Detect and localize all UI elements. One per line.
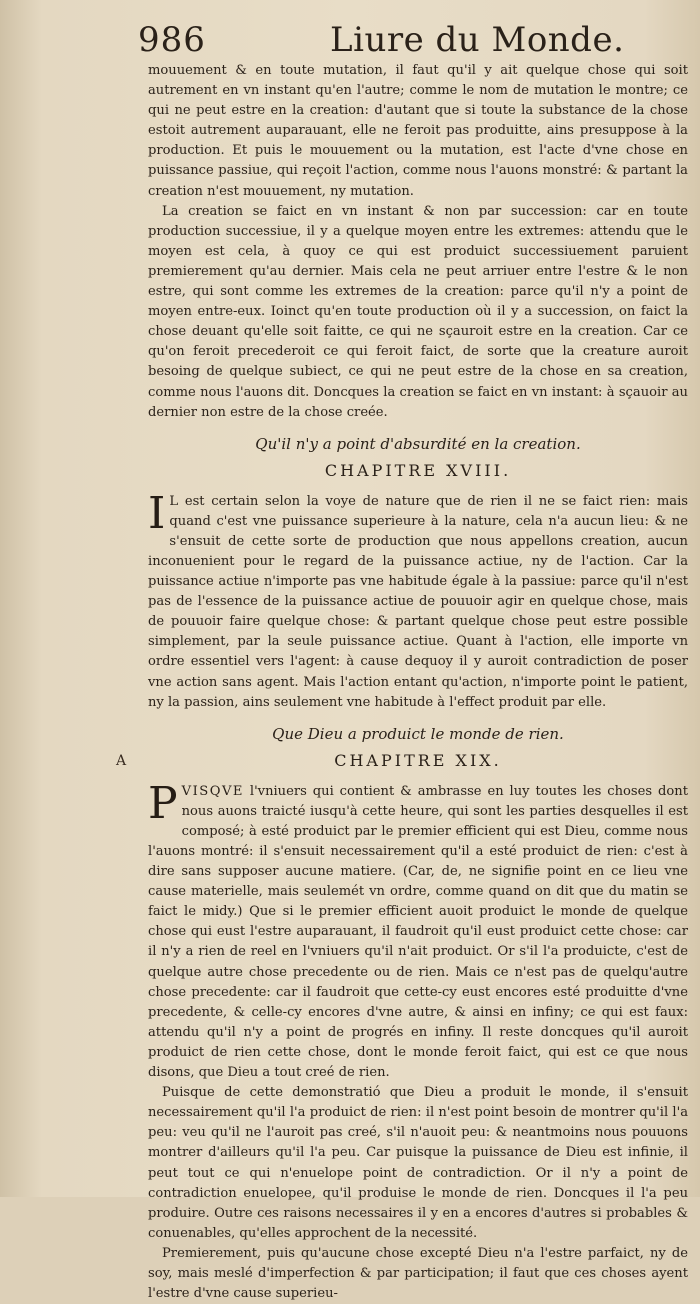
paragraph: mouuement & en toute mutation, il faut qu'il y ait quelque chose qui soit autrement en vn instant qu'en l'autre; comme le nom de mutation le montre; ce qui ne peut estre en la creation: d'autant que si toute la substance de la chose estoit autrement auparauant, elle ne feroit pas produitte, ains presuppose à la production. Et puis le mouuement ou la mutation, est l'acte d'vne chose en puissance passiue, qui reçoit l'action, comme nous l'auons monstré: & partant la creation n'est mouuement, ny mutation. (148, 63, 688, 199)
drop-capital: P (148, 777, 178, 829)
page-number: 986 (138, 20, 206, 60)
paragraph-text: L est certain selon la voye de nature que de rien il ne se faict rien: mais quand c'est vne puissance superieure à la nature, cela n'a aucun lieu: & ne s'ensuit de cette sorte de production que nous appellons creation, aucun inconuenient pour le regard de la puissance actiue, ny de l'action. Car la puissance actiue n'importe pas vne habitude égale à la passiue: parce qu'il n'est pas de l'essence de la puissance actiue de pouuoir agir en quelque chose, mais de pouuoir faire quelque chose: & partant quelque chose peut estre possible simplement, par la seule puissance actiue. Quant à l'action, elle importe vn ordre essentiel vers l'agent: à cause dequoy il y auroit contradiction de poser vne action sans agent. Mais l'action entant qu'action, n'importe point le patient, ny la passion, ains seulement vne habitude à l'effect produit par elle. (148, 493, 688, 710)
paragraph (148, 487, 688, 713)
running-title: Liure du Monde. (330, 20, 625, 60)
opening-word: VISQVE (181, 783, 244, 799)
chapter-heading: Que Dieu a produict le monde de rien. (272, 724, 564, 743)
page-header (0, 14, 700, 60)
paragraph: Premierement, puis qu'aucune chose excepté Dieu n'a l'estre parfaict, ny de soy, mais meslé d'imperfection & par participation; il faut que ces choses ayent l'estre d'vne cause superieu- (148, 1245, 688, 1302)
chapter-title: CHAPITRE XIX. (334, 750, 502, 770)
paragraph (148, 777, 688, 1083)
paragraph: Puisque de cette demonstratió que Dieu a produit le monde, il s'ensuit necessairement qu'il l'a produict de rien: il n'est point besoin de montrer qu'il l'a peu: veu qu'il ne l'auroit pas creé, s'il n'auoit peu: & neantmoins nous pouuons montrer d'ailleurs qu'il l'a peu. Car puisque la puissance de Dieu est infinie, il peut tout ce qui n'enuelope point de contradiction. Or il n'y a point de contradiction enuelopee, qu'il produise le monde de rien. Doncques il l'a peu produire. Outre ces raisons necessaires il y en a encores d'autres si probables & conuenables, qu'elles approchent de la necessité. (148, 1085, 688, 1241)
marginal-mark: A (116, 753, 127, 769)
paragraph: La creation se faict en vn instant & non par succession: car en toute production successiue, il y a quelque moyen entre les extremes: attendu que le moyen est cela, à quoy ce qui est produict successiuement paruient premierement qu'au dernier. Mais cela ne peut arriuer entre l'estre & le non estre, qui sont comme les extremes de la creation: parce qu'il n'y a point de moyen entre-eux. Ioinct qu'en toute production où il y a succession, on faict la chose deuant qu'elle soit faitte, ce qui ne sçauroit estre en la creation. Car ce qu'on feroit precederoit ce qui feroit faict, de sorte que la creature auroit besoing de quelque subiect, ce qui ne peut estre de la chose en sa creation, comme nous l'auons dit. Doncques la creation se faict en vn instant: à sçauoir au dernier non estre de la chose creée. (148, 203, 688, 420)
paragraph-text: l'vniuers qui contient & ambrasse en luy toutes les choses dont nous auons traicté iusqu'à cette heure, qui sont les parties desquelles il est composé; à esté produict par le premier efficient qui est Dieu, comme nous l'auons montré: il s'ensuit necessairement qu'il a esté produict de rien: c'est à dire sans supposer aucune matiere. (Car, de, ne signifie point en ce lieu vne cause materielle, mais seulemét vn ordre, comme quand on dit que du matin se faict le midy.) Que si le premier efficient auoit produict le monde de quelque chose qui eust l'estre auparauant, il faudroit qu'il eust produict cette chose: car il n'y a rien de reel en l'vniuers qu'il n'ait produict. Or s'il l'a produicte, c'est de quelque autre chose precedente ou de rien. Mais ce n'est pas de quelqu'autre chose precedente: car il faudroit que cette-cy eust encores esté produitte d'vne precedente, & celle-cy encores d'vne autre, & ainsi en infiny; ce qui est faux: attendu qu'il n'y a point de progrés en infiny. Il reste doncques qu'il auroit produict de rien cette chose, dont le monde feroit faict, qui est ce que nous disons, que Dieu a tout creé de rien. (148, 783, 688, 1081)
drop-capital: I (148, 487, 166, 539)
chapter-heading: Qu'il n'y a point d'absurdité en la creation. (255, 434, 581, 453)
text-body (148, 61, 688, 1304)
chapter-title: CHAPITRE XVIII. (324, 460, 512, 480)
